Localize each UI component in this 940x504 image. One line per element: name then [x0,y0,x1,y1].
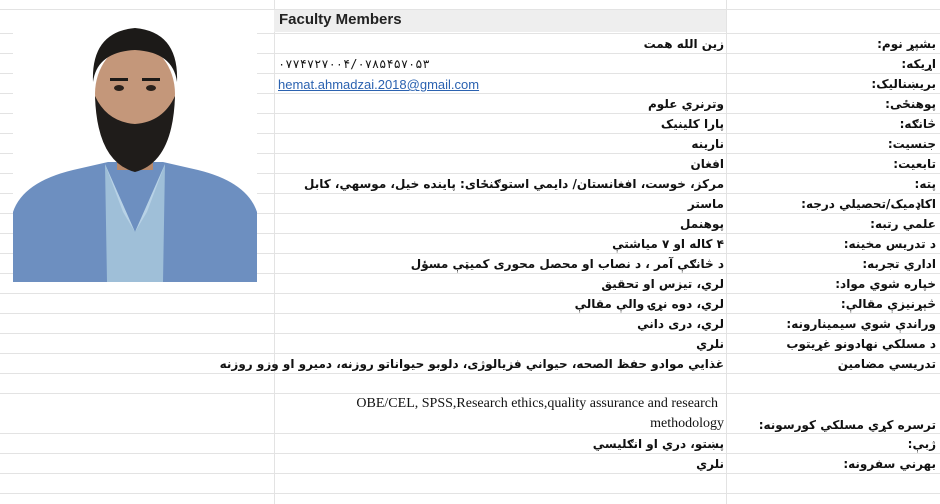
field-contact [0,54,940,74]
field-label: ترسره کړي مسلکي کورسونه: [758,418,936,432]
field-department [0,114,940,134]
field-value: نارینه [691,137,724,151]
field-foreign-travel [0,454,940,474]
field-nationality [0,154,940,174]
field-seminars [0,314,940,334]
field-publications [0,274,940,294]
field-teaching-history [0,234,940,254]
field-value: نلري [696,457,724,471]
field-label: اداري تجربه: [862,257,936,271]
field-value: مرکز، خوست، افغانستان/ دایمي استوګنځای: پاینده خیل، موسهي، کابل [304,177,724,191]
field-admin-experience [0,254,940,274]
field-value-cont: methodology [650,416,724,431]
field-label: د تدریس مخینه: [843,237,936,251]
field-languages [0,434,940,454]
field-label: اکاډمیک/تحصیلي درجه: [801,197,936,211]
field-label: بریښنالیک: [871,77,936,91]
field-label: څانګه: [899,117,936,131]
field-label: بهرني سفرونه: [843,457,936,471]
field-label: ژبې: [907,437,936,451]
email-link[interactable]: hemat.ahmadzai.2018@gmail.com [278,77,480,92]
field-value: پارا کلینیک [660,117,724,131]
field-label: اړیکه: [901,57,936,71]
field-value: لري، دری داني [637,317,724,331]
field-label: تدریسي مضامین [837,357,936,371]
field-academic-degree [0,194,940,214]
field-label: پوهنځی: [885,97,936,111]
page-title: Faculty Members [279,11,402,28]
field-label: د مسلکي نهادونو غړیتوب [786,337,936,351]
field-value: زین الله همت [643,37,724,51]
field-value: د څانګې آمر ، د نصاب او محصل محوری کمیټې مسؤل [410,257,724,271]
field-label: بشپړ نوم: [877,37,936,51]
field-value: پوهنمل [679,217,724,231]
field-label: پته: [914,177,936,191]
field-full-name [0,34,940,54]
field-value: افغان [690,157,724,171]
field-subjects [0,354,940,374]
field-label: څېړنیزې مقالې: [840,297,936,311]
field-label: خپاره شوي مواد: [835,277,936,291]
field-value: لري، دوه نړۍ والې مقالې [574,297,724,311]
field-value: وترنري علوم [648,97,724,111]
field-research-papers [0,294,940,314]
field-label: تابعیت: [893,157,936,171]
field-academic-rank [0,214,940,234]
field-address [0,174,940,194]
field-value: نلري [696,337,724,351]
field-label: جنسیت: [887,137,936,151]
field-label: علمي رتبه: [870,217,936,231]
field-value: OBE/CEL, SPSS,Research ethics,quality assurance and research [356,396,718,411]
field-faculty [0,94,940,114]
field-value: ۴ کاله او ۷ میاشتې [612,237,724,251]
field-courses [0,394,940,434]
field-value: ۰۷۷۴۷۲۷۰۰۴/۰۷۸۵۴۵۷۰۵۳ [278,57,430,71]
field-gender [0,134,940,154]
field-value: پښتو، دري او انګلیسي [592,437,724,451]
field-value: ماستر [687,197,724,211]
field-memberships [0,334,940,354]
field-value: غذایي موادو حفظ الصحه، حیواني فزیالوژی، دلوبو حیواناتو روزنه، دمیرو او وزو روزنه [219,357,724,371]
field-value: لري، تیزس او تحقیق [601,277,724,291]
field-label: وراندې شوي سیمینارونه: [786,317,936,331]
field-email [0,74,940,94]
